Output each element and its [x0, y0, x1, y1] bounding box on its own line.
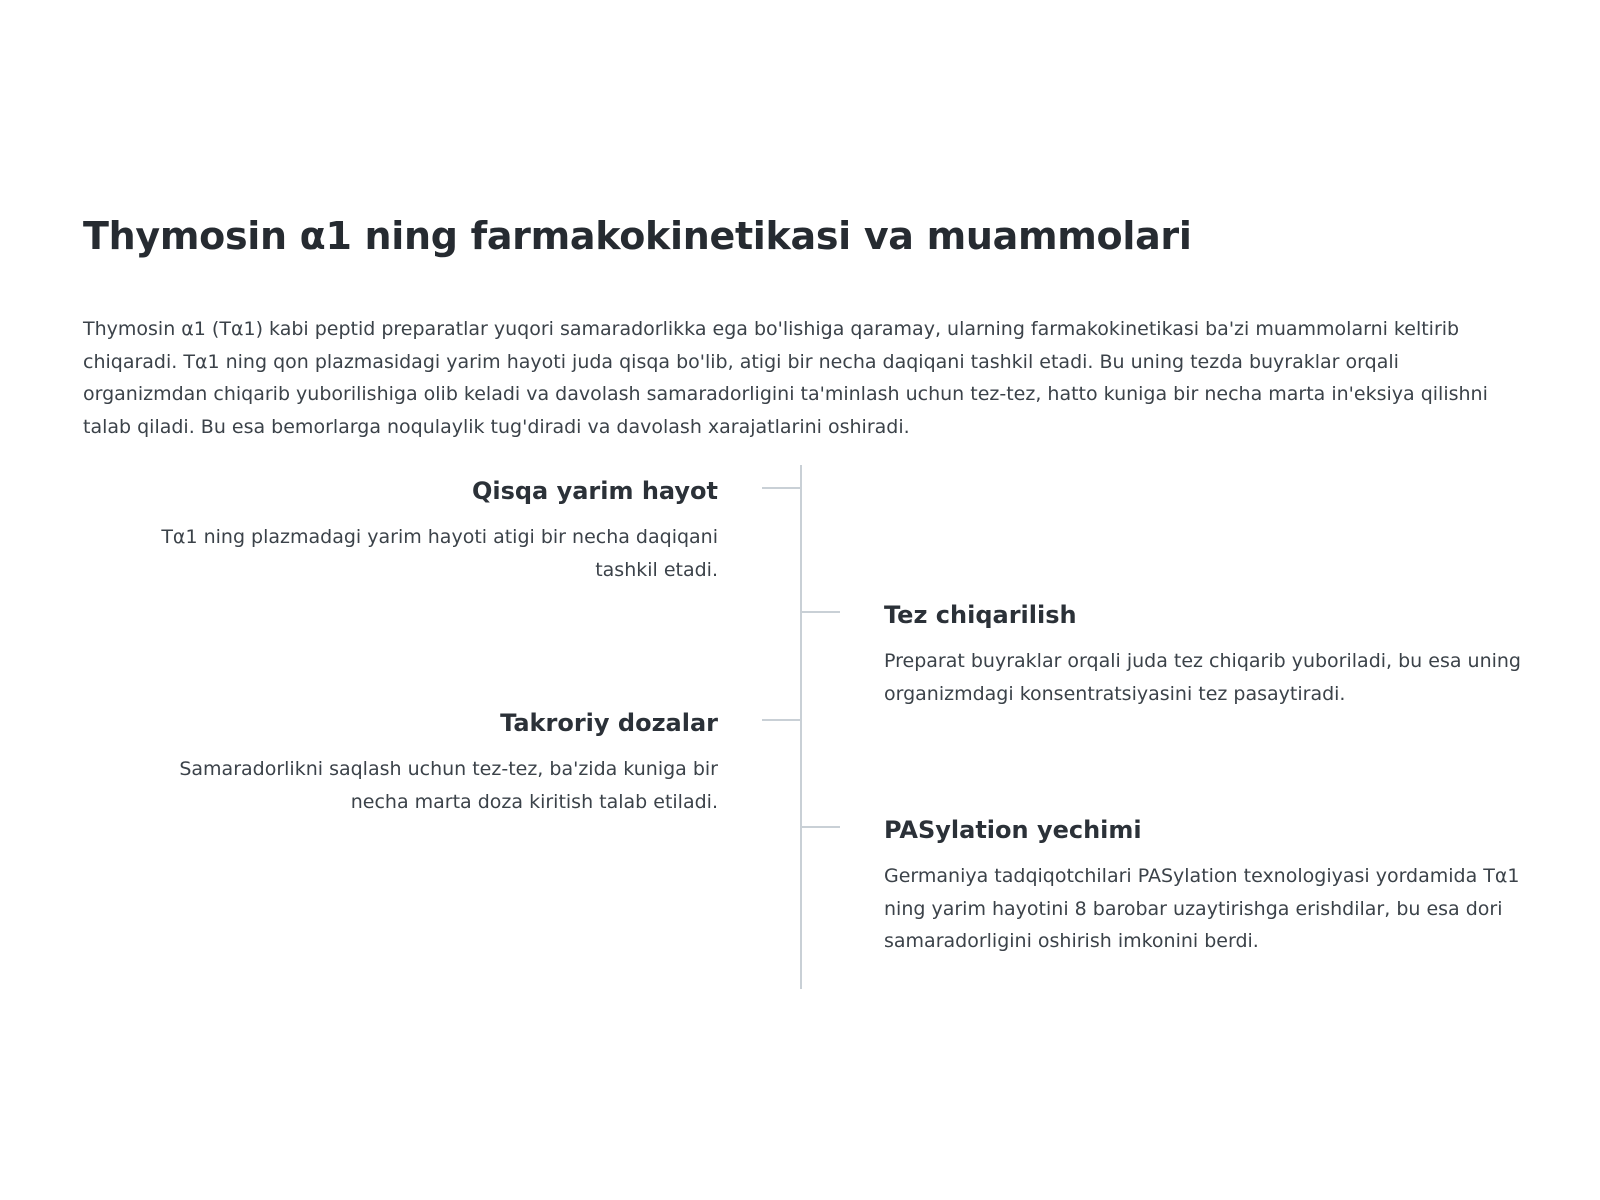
timeline-item-title: Tez chiqarilish [884, 601, 1077, 629]
timeline-item-short-half-life [118, 475, 718, 586]
timeline-item-repeated-doses [118, 707, 718, 818]
timeline-connector-1 [762, 487, 800, 489]
timeline-item-text: Samaradorlikni saqlash uchun tez-tez, ba'zida kuniga bir necha marta doza kiritish talab etiladi. [179, 758, 718, 813]
timeline-item-fast-elimination [884, 599, 1524, 710]
timeline-connector-4 [802, 826, 840, 828]
timeline-item-pasylation-solution [884, 814, 1534, 958]
timeline-connector-3 [762, 719, 800, 721]
page-title: Thymosin α1 ning farmakokinetikasi va muammolari [83, 214, 1192, 258]
timeline-axis-line [800, 465, 802, 989]
intro-paragraph: Thymosin α1 (Tα1) kabi peptid preparatlar yuqori samaradorlikka ega bo'lishiga qaramay, ularning farmakokinetikasi ba'zi muammolarni keltirib chiqaradi. Tα1 ning qon plazmasidagi yarim hayoti juda qisqa bo'lib, atigi bir necha daqiqani tashkil etadi. Bu uning tezda buyraklar orqali organizmdan chiqarib yuborilishiga olib keladi va davolash samaradorligini ta'minlash uchun tez-tez, hatto kuniga bir necha marta in'eksiya qilishni talab qiladi. Bu esa bemorlarga noqulaylik tug'diradi va davolash xarajatlarini oshiradi. [83, 318, 1488, 438]
timeline-item-title: PASylation yechimi [884, 816, 1142, 844]
timeline-connector-2 [802, 611, 840, 613]
timeline-item-text: Preparat buyraklar orqali juda tez chiqarib yuboriladi, bu esa uning organizmdagi konsentratsiyasini tez pasaytiradi. [884, 650, 1521, 705]
timeline-item-title: Qisqa yarim hayot [471, 477, 718, 505]
timeline-item-title: Takroriy dozalar [500, 709, 718, 737]
timeline-item-text: Germaniya tadqiqotchilari PASylation texnologiyasi yordamida Tα1 ning yarim hayotini 8 barobar uzaytirishga erishdilar, bu esa dori samaradorligini oshirish imkonini berdi. [884, 865, 1520, 952]
timeline-item-text: Tα1 ning plazmadagi yarim hayoti atigi bir necha daqiqani tashkil etadi. [161, 526, 718, 581]
